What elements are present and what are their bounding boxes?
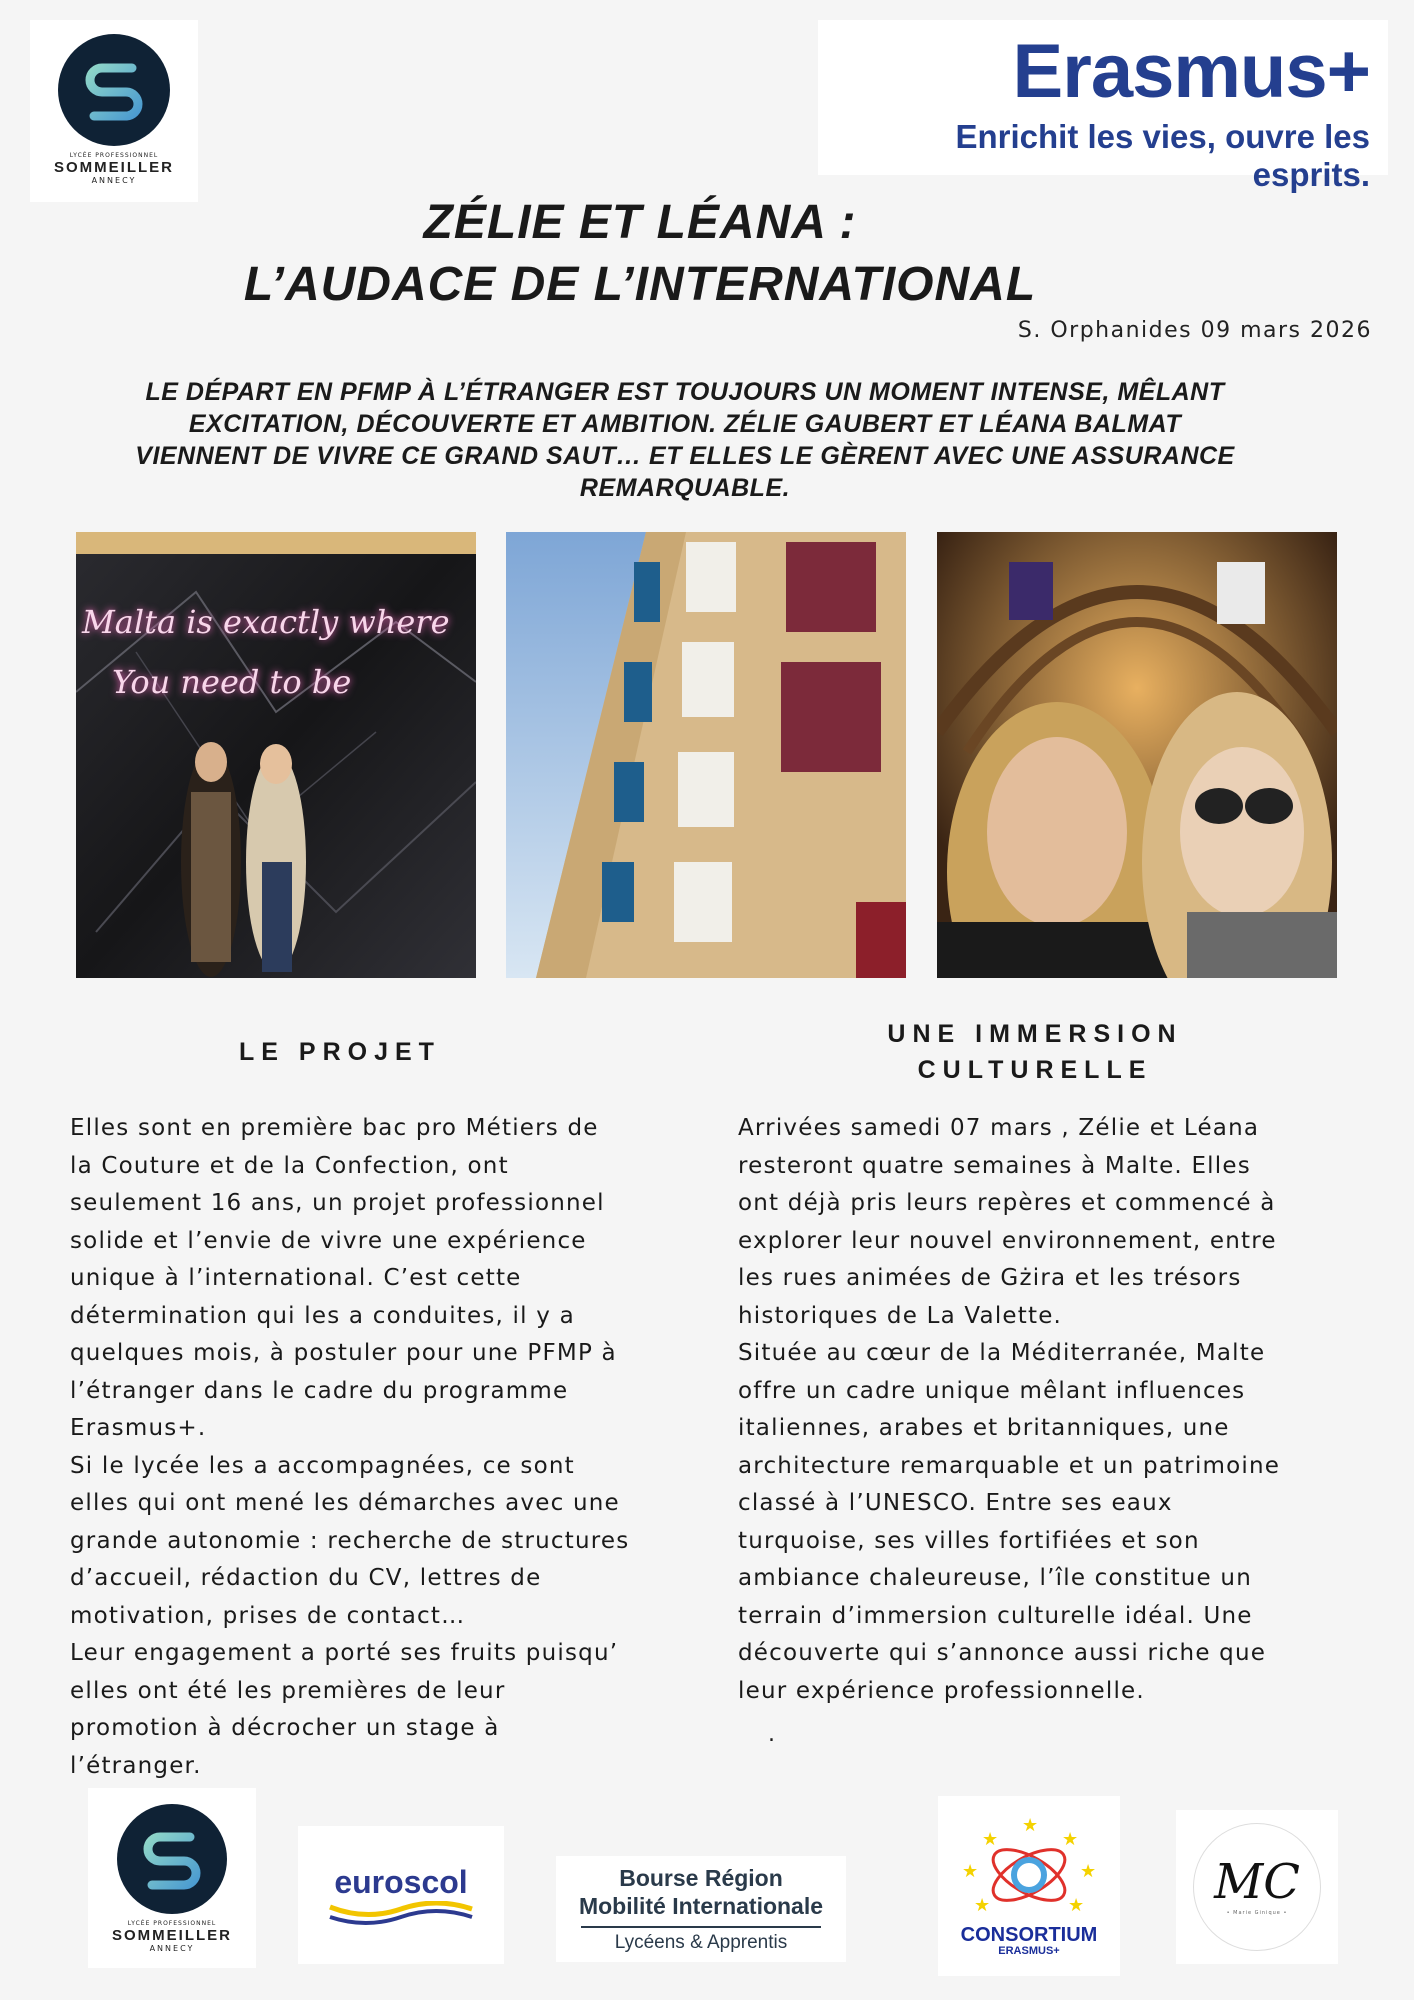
neon-line-2: You need to be: [112, 663, 352, 701]
title-line-2: L’AUDACE DE L’INTERNATIONAL: [243, 258, 1037, 311]
school-logo: [30, 20, 198, 202]
section-heading-project: LE PROJET: [239, 1038, 441, 1066]
euroscol-wordmark: euroscol: [334, 1863, 468, 1900]
erasmus-banner: [818, 20, 1388, 193]
erasmus-title: Erasmus+: [1012, 29, 1370, 114]
svg-text:★: ★: [1022, 1815, 1039, 1836]
school-type: LYCÉE PROFESSIONNEL: [69, 152, 159, 159]
photo-selfie-tunnel: [937, 532, 1337, 978]
bourse-region-logo: [556, 1856, 846, 1962]
svg-text:★: ★: [1062, 1829, 1079, 1850]
mc-emblem: [1193, 1823, 1321, 1951]
bourse-line-3: Lycéens & Apprentis: [581, 1926, 821, 1954]
article-title: [150, 192, 1130, 316]
consortium-name: CONSORTIUM: [960, 1924, 1098, 1946]
sommeiller-s-icon: [117, 1804, 227, 1914]
title-line-1: ZÉLIE ET LÉANA :: [423, 196, 857, 249]
neon-line-1: Malta is exactly where: [82, 603, 450, 641]
stray-dot: .: [768, 1722, 775, 1747]
euroscol-wave-icon: [326, 1901, 476, 1927]
mc-logo: [1176, 1810, 1338, 1964]
photo-neon-wall: [76, 532, 476, 978]
svg-text:★: ★: [1068, 1895, 1085, 1916]
school-city: ANNECY: [149, 1943, 195, 1953]
consortium-sub: ERASMUS+: [998, 1945, 1060, 1957]
svg-text:★: ★: [982, 1829, 999, 1850]
sommeiller-s-icon: [58, 34, 170, 146]
erasmus-tagline: Enrichit les vies, ouvre les esprits.: [955, 118, 1370, 193]
mc-subtitle: • Marie Ginique •: [1226, 1910, 1288, 1916]
school-name: SOMMEILLER: [54, 159, 174, 176]
neon-sign: [82, 592, 472, 712]
school-name: SOMMEILLER: [112, 1926, 232, 1944]
school-city: ANNECY: [91, 176, 137, 185]
lead-paragraph: LE DÉPART EN PFMP À L’ÉTRANGER EST TOUJOURS UN MOMENT INTENSE, MÊLANT EXCITATION, DÉCOUVERTE ET AMBITION. ZÉLIE GAUBERT ET LÉANA BALMAT VIENNENT DE VIVRE CE GRAND SAUT… ET ELLES LE GÈRENT AVEC UNE ASSURANCE REMARQUABLE.: [135, 378, 1235, 502]
bourse-line-2: Mobilité Internationale: [578, 1893, 824, 1919]
photo-valletta-balconies: [506, 532, 906, 978]
svg-text:★: ★: [962, 1861, 979, 1882]
consortium-logo: [938, 1796, 1120, 1976]
footer-school-logo: [88, 1788, 256, 1968]
section-body-project: Elles sont en première bac pro Métiers de la Couture et de la Confection, ont seulement 16 ans, un projet professionnel solide et l’envie de vivre une expérience unique à l’international. C’est cette détermination qui les a conduites, il y a quelques mois, à postuler pour une PFMP à l’étranger dans le cadre du programme Erasmus+. Si le lycée les a accompagnées, ce sont elles qui ont mené les démarches avec une grande autonomie : recherche de structures d’accueil, rédaction du CV, lettres de motivation, prises de contact… Leur engagement a porté ses fruits puisqu’ elles ont été les premières de leur promotion à décrocher un stage à l’étranger.: [70, 1115, 630, 1779]
section-heading-immersion: UNE IMMERSION CULTURELLE: [887, 1020, 1183, 1084]
svg-text:★: ★: [1080, 1861, 1097, 1882]
euroscol-logo: [298, 1826, 504, 1964]
svg-text:★: ★: [974, 1895, 991, 1916]
section-body-immersion: Arrivées samedi 07 mars , Zélie et Léana resteront quatre semaines à Malte. Elles ont déjà pris leurs repères et commencé à explorer leur nouvel environnement, entre les rues animées de Gżira et les trésors historiques de La Valette. Située au cœur de la Méditerranée, Malte offre un cadre unique mêlant influences italiennes, arabes et britanniques, une architecture remarquable et un patrimoine classé à l’UNESCO. Entre ses eaux turquoise, ses villes fortifiées et son ambiance chaleureuse, l’île constitue un terrain d’immersion culturelle idéal. Une découverte qui s’annonce aussi riche que leur expérience professionnelle.: [738, 1115, 1281, 1704]
school-type: LYCÉE PROFESSIONNEL: [127, 1919, 217, 1927]
bourse-line-1: Bourse Région: [619, 1865, 783, 1891]
byline: S. Orphanides 09 mars 2026: [1017, 318, 1372, 343]
consortium-stars-icon: [954, 1815, 1104, 1925]
mc-monogram: MC: [1214, 1854, 1300, 1910]
